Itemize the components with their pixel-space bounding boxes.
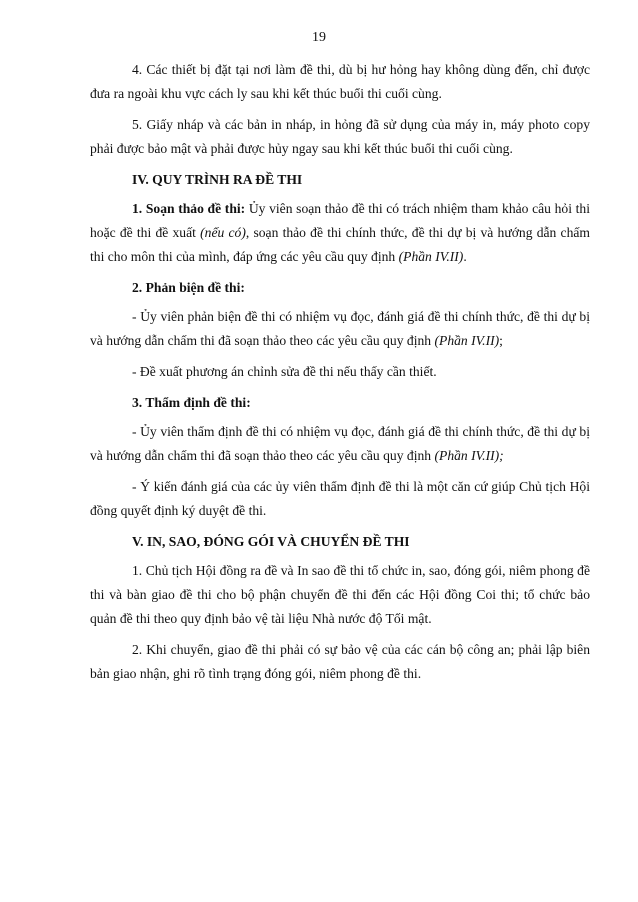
subsection-title-soan-thao: 1. Soạn thảo đề thi: (132, 201, 246, 216)
subsection-title-tham-dinh: 3. Thẩm định đề thi: (132, 395, 251, 410)
bullet-tham-dinh-2: - Ý kiến đánh giá của các ủy viên thẩm định đề thi là một căn cứ giúp Chủ tịch Hội đồng quyết định ký duyệt đề thi. (90, 479, 590, 518)
document-body (90, 58, 590, 693)
text-run: - Ủy viên thẩm định đề thi có nhiệm vụ đọc, đánh giá đề thi chính thức, đề thi dự bị và hướng dẫn chấm thi đã soạn thảo theo các yêu cầu quy định (90, 424, 590, 463)
italic-reference: (Phần IV.II) (398, 249, 464, 264)
italic-note: (nếu có) (200, 225, 246, 240)
paragraph-item-4: 4. Các thiết bị đặt tại nơi làm đề thi, dù bị hư hỏng hay không dùng đến, chỉ được đưa ra ngoài khu vực cách ly sau khi kết thúc buổi thi cuối cùng. (90, 62, 590, 101)
bullet-tham-dinh-1 (90, 420, 590, 468)
text-run: ; (499, 333, 503, 348)
text-run: Ủy viên soạn thảo đề thi có trách nhiệm tham khảo câu hỏi thi hoặc đề thi đề xuất (90, 201, 591, 240)
text-run: - Ủy viên phản biện đề thi có nhiệm vụ đọc, đánh giá đề thi chính thức, đề thi dự bị và hướng dẫn chấm thi đã soạn thảo theo các yêu cầu quy định (90, 309, 590, 348)
text-run: . (463, 249, 467, 264)
bullet-phan-bien-1 (90, 305, 590, 353)
subsection-title-phan-bien: 2. Phản biện đề thi: (132, 280, 245, 295)
page-number: 19 (312, 30, 326, 45)
paragraph-v-1: 1. Chủ tịch Hội đồng ra đề và In sao đề thi tổ chức in, sao, đóng gói, niêm phong đề thi và bàn giao đề thi cho bộ phận chuyển đề thi đến các Hội đồng Coi thi; tổ chức bảo quản đề thi theo quy định bảo vệ tài liệu Nhà nước độ Tối mật. (90, 563, 590, 626)
section-heading-iv: IV. QUY TRÌNH RA ĐỀ THI (132, 172, 303, 187)
italic-reference: (Phần IV.II) (434, 333, 500, 348)
section-heading-v: V. IN, SAO, ĐÓNG GÓI VÀ CHUYỂN ĐỀ THI (132, 534, 410, 549)
paragraph-v-2: 2. Khi chuyển, giao đề thi phải có sự bảo vệ của các cán bộ công an; phải lập biên bản giao nhận, ghi rõ tình trạng đóng gói, niêm phong đề thi. (90, 642, 590, 681)
italic-reference: (Phần IV.II); (434, 448, 504, 463)
bullet-phan-bien-2: - Đề xuất phương án chỉnh sửa đề thi nếu thấy cần thiết. (132, 364, 437, 379)
text-run: , soạn thảo đề thi chính thức, đề thi dự bị và hướng dẫn chấm thi cho môn thi của mình, đáp ứng các yêu cầu quy định (90, 225, 590, 264)
paragraph-item-5: 5. Giấy nháp và các bản in nháp, in hỏng đã sử dụng của máy in, máy photo copy phải được bảo mật và phải được hủy ngay sau khi kết thúc buổi thi cuối cùng. (90, 117, 590, 156)
paragraph-soan-thao (90, 197, 590, 269)
